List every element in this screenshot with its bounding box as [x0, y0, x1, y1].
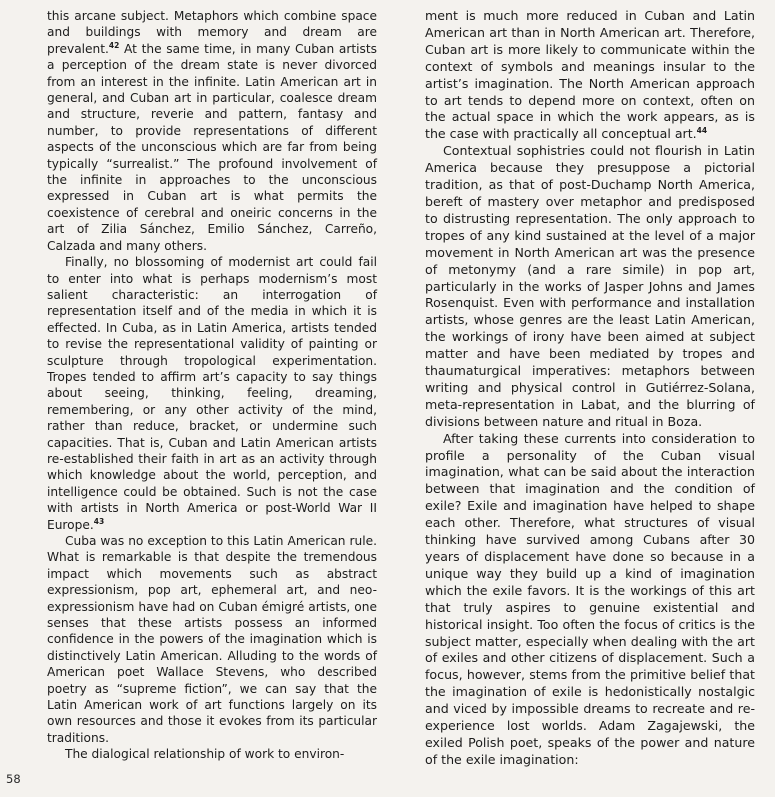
right-text-column [425, 8, 755, 769]
footnote-ref-43: 43 [93, 516, 105, 526]
paragraph: After taking these currents into consideration to profile a personality of the Cuban visual imagination, what can be said about the interaction between that imagination and the condition of exile? Exile and imagination have helped to shape each other. Therefore, what structures of visual thinking have survived among Cubans after 30 years of displacement have done so because in a unique way they build up a kind of imagination which the exile favors. It is the workings of this art that truly aspires to genuine existential and historical insight. Too often the focus of critics is the subject matter, especially when dealing with the art of exiles and other citizens of displacement. Such a focus, however, stems from the primitive belief that the imagination of exile is hedonistically nostalgic and viced by impossible dreams to recreate and re-experience lost worlds. Adam Zagajewski, the exiled Polish poet, speaks of the power and nature of the exile imagination: [425, 430, 755, 767]
paragraph: ment is much more reduced in Cuban and Latin American art than in North American art. Therefore, Cuban art is more likely to communicate within the context of symbols and meanings insular to the artist’s imagination. The North American approach to art tends to depend more on context, often on the actual space in which the work appears, as is the case with practically all conceptual art.$^{44}$ [425, 8, 755, 142]
paragraph: Cuba was no exception to this Latin American rule. What is remarkable is that despite the tremendous impact which movements such as abstract expressionism, pop art, ephemeral art, and neo-expressionism have had on Cuban émigré artists, one senses that these artists possess an informed confidence in the powers of the imagination which is distinctively Latin American. Alluding to the words of American poet Wallace Stevens, who described poetry as “supreme fiction”, we can say that the Latin American work of art functions largely on its own resources and those it evokes from its particular traditions. [47, 534, 377, 745]
footnote-ref-44: 44 [696, 126, 708, 136]
left-text-column [47, 8, 377, 763]
paragraph: Finally, no blossoming of modernist art could fail to enter into what is perhaps modernism’s most salient characteristic: an interrogation of representation itself and of the media in which it is effected. In Cuba, as in Latin America, artists tended to revise the representational validity of painting or sculpture through tropological experimentation. Tropes tended to affirm art’s capacity to say things about seeing, thinking, feeling, dreaming, remembering, or any other activity of the mind, rather than reduce, bracket, or undermine such capacities. That is, Cuban and Latin American artists re-established their faith in art as an activity through which knowledge about the world, perception, and intelligence could be obtained. Such is not the case with artists in North America or post-World War II Europe.$^{43}$ [47, 255, 377, 532]
page-number: 58 [6, 772, 21, 786]
paragraph: The dialogical relationship of work to environ- [65, 747, 345, 762]
paragraph: this arcane subject. Metaphors which combine space and buildings with memory and dream are prevalent.$^{42}$ At the same time, in many Cuban artists a perception of the dream state is never divorced from an interest in the infinite. Latin American art in general, and Cuban art in particular, coalesce dream and structure, reverie and pattern, fantasy and number, to provide representations of different aspects of the unconscious which are far from being typically “surrealist.” The profound involvement of the infinite in approaches to the unconscious expressed in Cuban art is what permits the coexistence of cerebral and oneiric concerns in the art of Zilia Sánchez, Emilio Sánchez, Carreño, Calzada and many others. [47, 9, 377, 253]
paragraph: Contextual sophistries could not flourish in Latin America because they presuppose a pictorial tradition, as that of post-Duchamp North America, bereft of mastery over metaphor and predisposed to distrusting representation. The only approach to tropes of any kind sustained at the level of a major movement in North American art was the presence of metonymy (and a rare simile) in pop art, particularly in the works of Jasper Johns and James Rosenquist. Even with performance and installation artists, whose genres are the least Latin American, the workings of irony have been aimed at subject matter and have been mediated by tropes and thaumaturgical imperatives: metaphors between writing and physical control in Gutiérrez-Solana, meta-representation in Labat, and the blurring of divisions between nature and ritual in Boza. [425, 143, 755, 429]
footnote-ref-42: 42 [108, 40, 120, 50]
